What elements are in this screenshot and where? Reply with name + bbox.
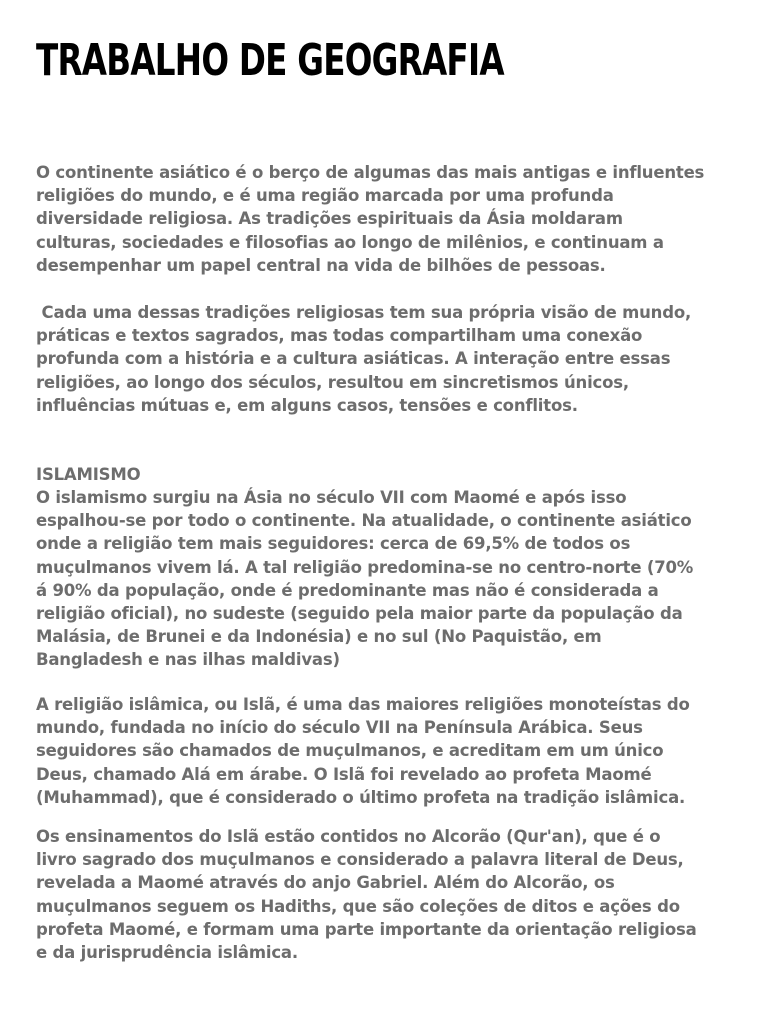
text-line: onde a religião tem mais seguidores: cerca de 69,5% de todos os xyxy=(36,534,631,554)
text-line: A religião islâmica, ou Islã, é uma das maiores religiões monoteístas do xyxy=(36,695,690,714)
text-line: influências mútuas e, em alguns casos, tensões e conflitos. xyxy=(36,395,578,415)
text-line: (Muhammad), que é considerado o último profeta na tradição islâmica. xyxy=(36,787,686,807)
text-line: Bangladesh e nas ilhas maldivas) xyxy=(36,650,340,670)
text-line: profunda com a história e a cultura asiáticas. A interação entre essas xyxy=(36,349,671,369)
paragraph-islam-religion xyxy=(36,693,736,809)
text-line: religiões, ao longo dos séculos, resultou em sincretismos únicos, xyxy=(36,372,629,392)
document-title: TRABALHO DE GEOGRAFIA xyxy=(36,35,504,86)
text-line: Deus, chamado Alá em árabe. O Islã foi revelado ao profeta Maomé xyxy=(36,764,652,784)
paragraph-intro xyxy=(36,161,736,277)
text-line: Os ensinamentos do Islã estão contidos no Alcorão (Qur'an), que é o xyxy=(36,827,661,846)
section-heading-islamismo: ISLAMISMO xyxy=(36,465,141,484)
text-line: mundo, fundada no início do século VII na Península Arábica. Seus xyxy=(36,718,643,738)
text-line: diversidade religiosa. As tradições espirituais da Ásia moldaram xyxy=(36,209,623,229)
text-line: profeta Maomé, e formam uma parte importante da orientação religiosa xyxy=(36,919,697,939)
text-line: desempenhar um papel central na vida de bilhões de pessoas. xyxy=(36,255,606,275)
text-line: religião oficial), no sudeste (seguido pela maior parte da população da xyxy=(36,604,683,624)
text-line: muçulmanos seguem os Hadiths, que são coleções de ditos e ações do xyxy=(36,896,680,916)
text-line: religiões do mundo, e é uma região marcada por uma profunda xyxy=(36,186,614,206)
text-line: Malásia, de Brunei e da Indonésia) e no sul (No Paquistão, em xyxy=(36,627,602,647)
paragraph-islam-origin xyxy=(36,486,736,672)
text-line: culturas, sociedades e filosofias ao longo de milênios, e continuam a xyxy=(36,232,664,252)
paragraph-traditions xyxy=(36,301,736,417)
text-line: espalhou-se por todo o continente. Na atualidade, o continente asiático xyxy=(36,511,692,531)
text-line: Cada uma dessas tradições religiosas tem sua própria visão de mundo, xyxy=(36,303,692,322)
text-line: muçulmanos vivem lá. A tal religião predomina-se no centro-norte (70% xyxy=(36,557,694,577)
text-line: livro sagrado dos muçulmanos e considerado a palavra literal de Deus, xyxy=(36,850,684,870)
text-line: seguidores são chamados de muçulmanos, e acreditam em um único xyxy=(36,741,664,761)
text-line: e da jurisprudência islâmica. xyxy=(36,943,298,963)
text-line: á 90% da população, onde é predominante mas não é considerada a xyxy=(36,580,659,600)
paragraph-islam-teachings xyxy=(36,825,736,964)
text-line: práticas e textos sagrados, mas todas compartilham uma conexão xyxy=(36,326,643,346)
text-line: O continente asiático é o berço de algumas das mais antigas e influentes xyxy=(36,163,705,182)
text-line: revelada a Maomé através do anjo Gabriel. Além do Alcorão, os xyxy=(36,873,615,893)
text-line: O islamismo surgiu na Ásia no século VII com Maomé e após isso xyxy=(36,488,627,507)
